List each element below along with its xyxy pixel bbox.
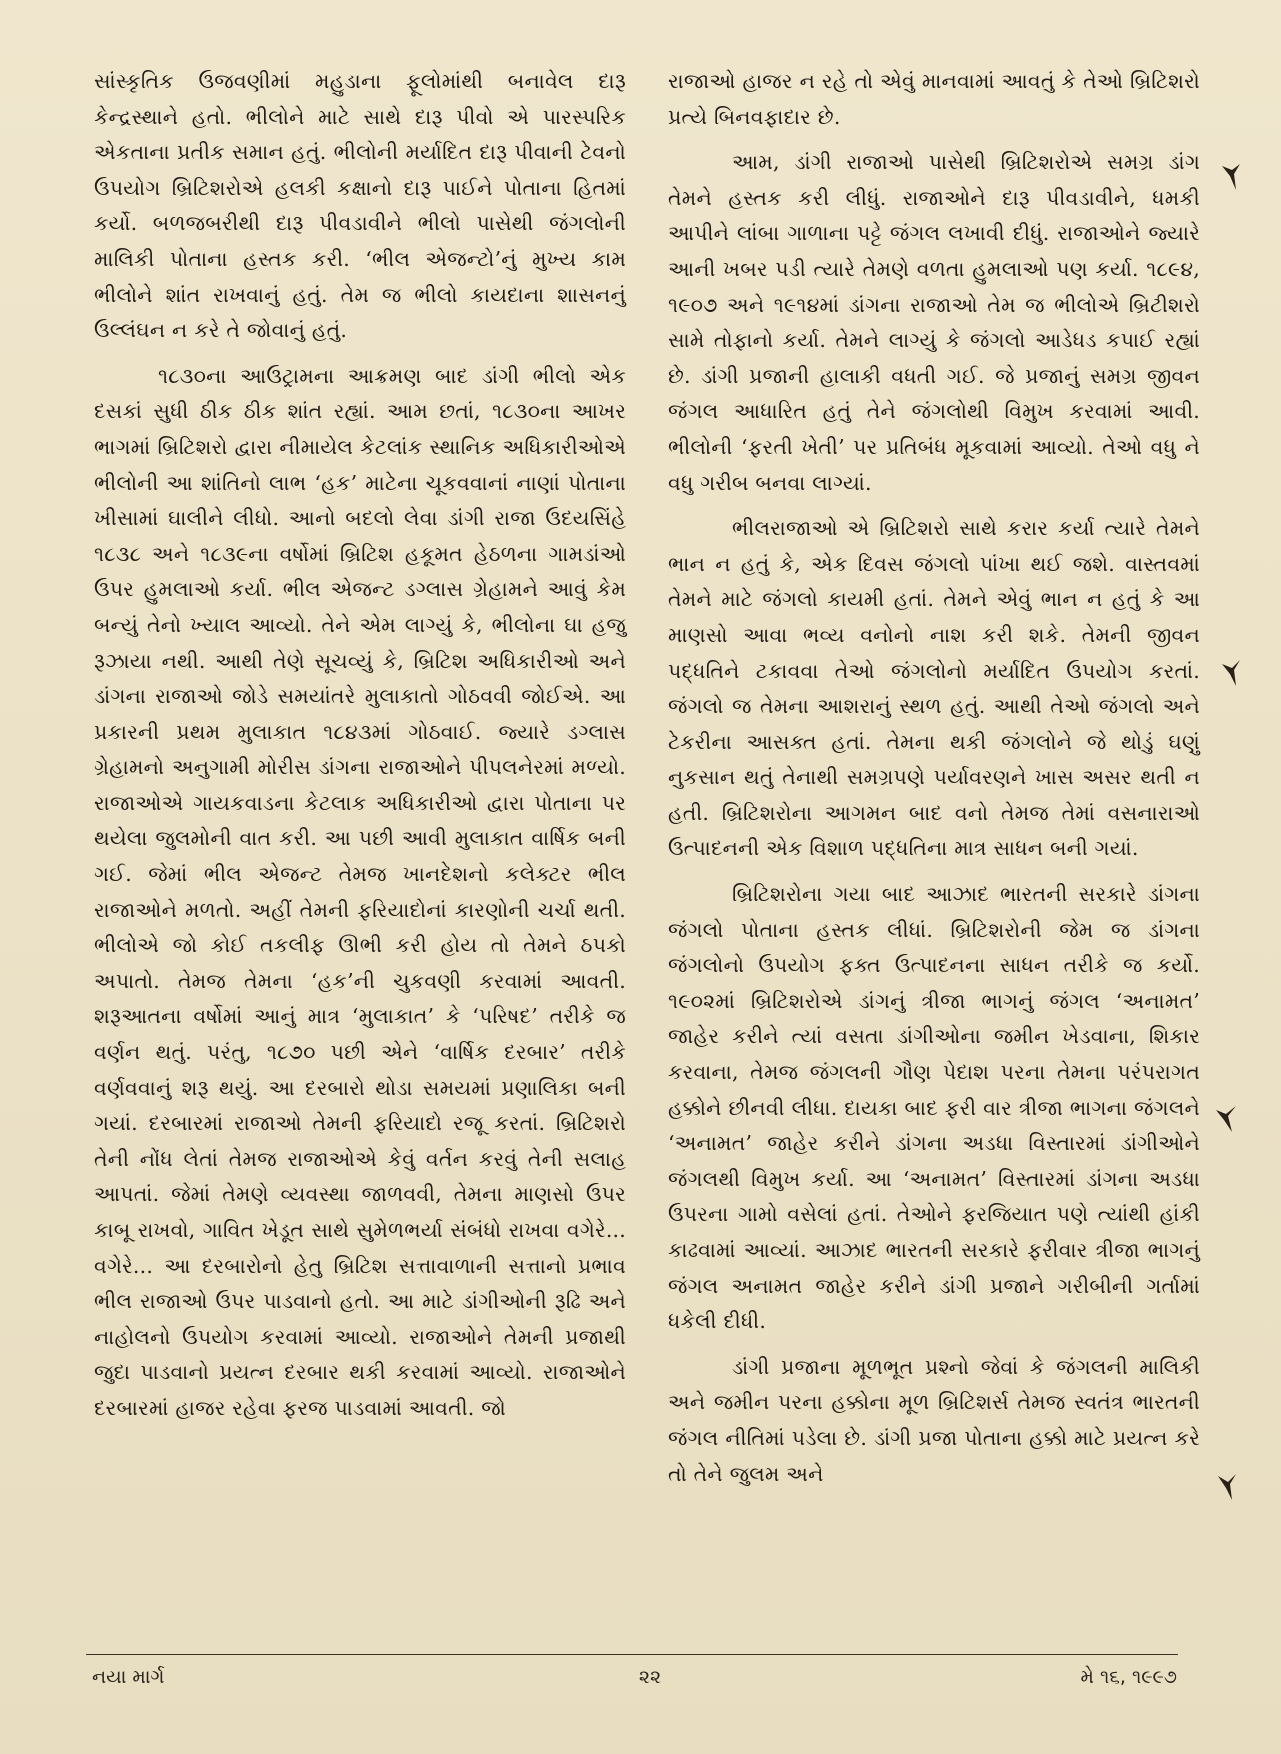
paragraph: આમ, ડાંગી રાજાઓ પાસેથી બ્રિટિશરોએ સમગ્ર ડાંગ તેમને હસ્તક કરી લીધું. રાજાઓને દારૂ પીવડાવીને, ધમકી આપીને લાંબા ગાળાના પટ્ટે જંગલ લખાવી દીધું. રાજાઓને જ્યારે આની ખબર પડી ત્યારે તેમણે વળતા હુમલાઓ પણ કર્યા. ૧૮૯૪, ૧૯૦૭ અને ૧૯૧૪માં ડાંગના રાજાઓ તેમ જ ભીલોએ બ્રિટીશરો સામે તોફાનો કર્યા. તેમને લાગ્યું કે જંગલો આડેધડ કપાઈ રહ્યાં છે. ડાંગી પ્રજાની હાલાકી વધતી ગઈ. જે પ્રજાનું સમગ્ર જીવન જંગલ આધારિત હતું તેને જંગલોથી વિમુખ કરવામાં આવી. ભીલોની ‘ફરતી ખેતી’ પર પ્રતિબંધ મૂકવામાં આવ્યો. તેઓ વધુ ને વધુ ગરીબ બનવા લાગ્યાં.	[668, 150, 1200, 495]
binding-hole-icon	[1218, 656, 1246, 690]
paragraph: ભીલરાજાઓ એ બ્રિટિશરો સાથે કરાર કર્યા ત્યારે તેમને ભાન ન હતું કે, એક દિવસ જંગલો પાંખા થઈ જશે. વાસ્તવમાં તેમને માટે જંગલો કાયમી હતાં. તેમને એવું ભાન ન હતું કે આ માણસો આવા ભવ્ય વનોનો નાશ કરી શકે. તેમની જીવન પદ્ધતિને ટકાવવા તેઓ જંગલોનો મર્યાદિત ઉપયોગ કરતાં. જંગલો જ તેમના આશરાનું સ્થળ હતું. આથી તેઓ જંગલો અને ટેકરીના આસક્ત હતાં. તેમના થકી જંગલોને જે થોડું ઘણું નુકસાન થતું તેનાથી સમગ્રપણે પર્યાવરણને ખાસ અસર થતી ન હતી. બ્રિટિશરોના આગમન બાદ વનો તેમજ તેમાં વસનારાઓ ઉત્પાદનની એક વિશાળ પદ્ધતિના માત્ર સાધન બની ગયાં.	[668, 516, 1200, 861]
paragraph: સાંસ્કૃતિક ઉજવણીમાં મહુડાના ફૂલોમાંથી બનાવેલ દારૂ કેન્દ્રસ્થાને હતો. ભીલોને માટે સાથે દારૂ પીવો એ પારસ્પરિક એકતાના પ્રતીક સમાન હતું. ભીલોની મર્યાદિત દારૂ પીવાની ટેવનો ઉપયોગ બ્રિટિશરોએ હલકી કક્ષાનો દારૂ પાઈને પોતાના હિતમાં કર્યો. બળજબરીથી દારૂ પીવડાવીને ભીલો પાસેથી જંગલોની માલિકી પોતાના હસ્તક કરી. ‘ભીલ એજન્ટો’નું મુખ્ય કામ ભીલોને શાંત રાખવાનું હતું. તેમ જ ભીલો કાયદાના શાસનનું ઉલ્લંઘન ન કરે તે જોવાનું હતું.	[94, 69, 626, 343]
paragraph: ડાંગી પ્રજાના મૂળભૂત પ્રશ્નો જેવાં કે જંગલની માલિકી અને જમીન પરના હક્કોના મૂળ બ્રિટિશર્સ તેમજ સ્વતંત્ર ભારતની જંગલ નીતિમાં પડેલા છે. ડાંગી પ્રજા પોતાના હક્કો માટે પ્રયત્ન કરે તો તેને જુલમ અને	[668, 1354, 1200, 1486]
issue-date: મે ૧૬, ૧૯૯૭	[1080, 1666, 1177, 1688]
binding-hole-icon	[1214, 1470, 1242, 1504]
right-column	[668, 64, 1200, 1502]
footer-rule	[86, 1654, 1178, 1655]
left-column	[94, 64, 626, 1437]
paragraph: ૧૮૩૦ના આઉટ્રામના આક્રમણ બાદ ડાંગી ભીલો એક દસકાં સુધી ઠીક ઠીક શાંત રહ્યાં. આમ છતાં, ૧૮૩૦ના આખર ભાગમાં બ્રિટિશરો દ્વારા નીમાયેલ કેટલાંક સ્થાનિક અધિકારીઓએ ભીલોની આ શાંતિનો લાભ ‘હક’ માટેના ચૂકવવાનાં નાણાં પોતાના ખીસામાં ઘાલીને લીધો. આનો બદલો લેવા ડાંગી રાજા ઉદયસિંહે ૧૮૩૮ અને ૧૮૩૯ના વર્ષોમાં બ્રિટિશ હકૂમત હેઠળના ગામડાંઓ ઉપર હુમલાઓ કર્યા. ભીલ એજન્ટ ડગ્લાસ ગ્રેહામને આવું કેમ બન્યું તેનો ખ્યાલ આવ્યો. તેને એમ લાગ્યું કે, ભીલોના ઘા હજુ રૂઝાયા નથી. આથી તેણે સૂચવ્યું કે, બ્રિટિશ અધિકારીઓ અને ડાંગના રાજાઓ જોડે સમયાંતરે મુલાકાતો ગોઠવવી જોઈએ. આ પ્રકારની પ્રથમ મુલાકાત ૧૮૪૩માં ગોઠવાઈ. જ્યારે ડગ્લાસ ગ્રેહામનો અનુગામી મોરીસ ડાંગના રાજાઓને પીપલનેરમાં મળ્યો. રાજાઓએ ગાયકવાડના કેટલાક અધિકારીઓ દ્વારા પોતાના પર થયેલા જુલમોની વાત કરી. આ પછી આવી મુલાકાત વાર્ષિક બની ગઈ. જેમાં ભીલ એજન્ટ તેમજ ખાનદેશનો કલેક્ટર ભીલ રાજાઓને મળતો. અહીં તેમની ફરિયાદોનાં કારણોની ચર્ચા થતી. ભીલોએ જો કોઈ તકલીફ ઊભી કરી હોય તો તેમને ઠપકો અપાતો. તેમજ તેમના ‘હક’ની ચુકવણી કરવામાં આવતી. શરૂઆતના વર્ષોમાં આનું માત્ર ‘મુલાકાત’ કે ‘પરિષદ’ તરીકે જ વર્ણન થતું. પરંતુ, ૧૮૭૦ પછી એને ‘વાર્ષિક દરબાર’ તરીકે વર્ણવવાનું શરૂ થયું. આ દરબારો થોડા સમયમાં પ્રણાલિકા બની ગયાં. દરબારમાં રાજાઓ તેમની ફરિયાદો રજૂ કરતાં. બ્રિટિશરો તેની નોંધ લેતાં તેમજ રાજાઓએ કેવું વર્તન કરવું તેની સલાહ આપતાં. જેમાં તેમણે વ્યવસ્થા જાળવવી, તેમના માણસો ઉપર કાબૂ રાખવો, ગાવિત ખેડૂત સાથે સુમેળભર્યા સંબંધો રાખવા વગેરે... વગેરે... આ દરબારોનો હેતુ બ્રિટિશ સત્તાવાળાની સત્તાનો પ્રભાવ ભીલ રાજાઓ ઉપર પાડવાનો હતો. આ માટે ડાંગીઓની રૂઢિ અને નાહોલનો ઉપયોગ કરવામાં આવ્યો. રાજાઓને તેમની પ્રજાથી જુદા પાડવાનો પ્રયત્ન દરબાર થકી કરવામાં આવ્યો. રાજાઓને દરબારમાં હાજર રહેવા ફરજ પાડવામાં આવતી. જો	[94, 363, 626, 1420]
binding-hole-icon	[1218, 160, 1246, 194]
publication-name: નયા માર્ગ	[92, 1666, 165, 1688]
page-number: ૨૨	[638, 1666, 662, 1688]
paragraph: રાજાઓ હાજર ન રહે તો એવું માનવામાં આવતું કે તેઓ બ્રિટિશરો પ્રત્યે બિનવફાદાર છે.	[668, 69, 1200, 129]
binding-hole-icon	[1212, 1102, 1240, 1136]
paragraph: બ્રિટિશરોના ગયા બાદ આઝાદ ભારતની સરકારે ડાંગના જંગલો પોતાના હસ્તક લીધાં. બ્રિટિશરોની જેમ જ ડાંગના જંગલોનો ઉપયોગ ફક્ત ઉત્પાદનના સાધન તરીકે જ કર્યો. ૧૯૦૨માં બ્રિટિશરોએ ડાંગનું ત્રીજા ભાગનું જંગલ ‘અનામત’ જાહેર કરીને ત્યાં વસતા ડાંગીઓના જમીન ખેડવાના, શિકાર કરવાના, તેમજ જંગલની ગૌણ પેદાશ પરના તેમના પરંપરાગત હક્કોને છીનવી લીધા. દાયકા બાદ ફરી વાર ત્રીજા ભાગના જંગલને ‘અનામત’ જાહેર કરીને ડાંગના અડધા વિસ્તારમાં ડાંગીઓને જંગલથી વિમુખ કર્યા. આ ‘અનામત’ વિસ્તારમાં ડાંગના અડધા ઉપરના ગામો વસેલાં હતાં. તેઓને ફરજિયાત પણે ત્યાંથી હાંકી કાઢવામાં આવ્યાં. આઝાદ ભારતની સરકારે ફરીવાર ત્રીજા ભાગનું જંગલ અનામત જાહેર કરીને ડાંગી પ્રજાને ગરીબીની ગર્તામાં ધકેલી દીધી.	[668, 882, 1200, 1334]
